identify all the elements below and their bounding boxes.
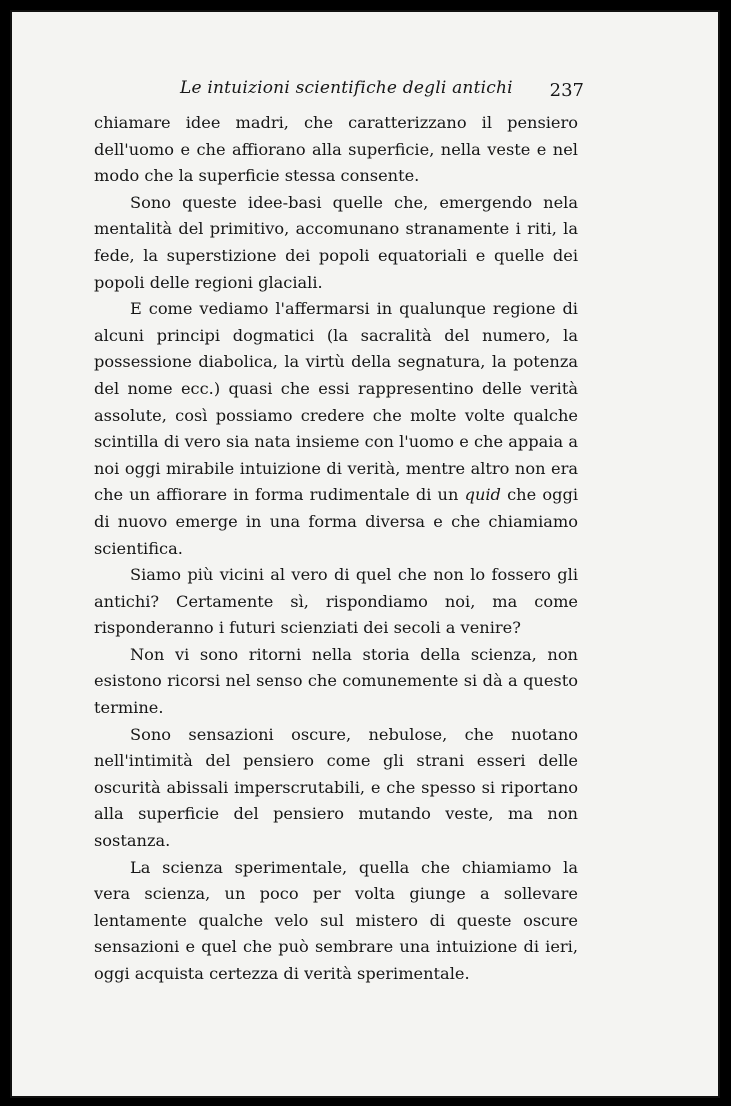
paragraph: Non vi sono ritorni nella storia della scienza, non esistono ricorsi nel senso che comunemente si dà a questo termine. [94, 644, 578, 718]
paragraph-continued: chiamare idee madri, che caratterizzano il pensiero dell'uomo e che affiorano alla superficie, nella veste e nel modo che la superficie stessa consente. [94, 113, 578, 186]
running-head-title: Le intuizioni scientifiche degli antichi [180, 78, 513, 98]
paragraph-text: che oggi di nuovo emerge in una forma diversa e che chiamiamo scientifica. [94, 485, 579, 558]
paragraph: La scienza sperimentale, quella che chiamiamo la vera scienza, un poco per volta giunge a sollevare lentamente qualche velo sul mistero di queste oscure sensazioni e quel che può sembrare una intuizione di ieri, oggi acquista certezza di verità sperimentale. [94, 857, 578, 983]
running-head [94, 74, 584, 110]
paragraph-text: E come vediamo l'affermarsi in qualunque regione di alcuni principi dogmatici (la sacralità del numero, la possessione diabolica, la virtù della segnatura, la potenza del nome ecc.) quasi che essi rappresentino delle verità assolute, così possiamo credere che molte volte qualche scintilla di vero sia nata insieme con l'uomo e che appaia a noi oggi mirabile intuizione di verità, mentre altro non era che un affiorare in forma rudimentale di un [94, 299, 578, 505]
paragraph: Sono queste idee-basi quelle che, emergendo nela mentalità del primitivo, accomunano stranamente i riti, la fede, la superstizione dei popoli equatoriali e quelle dei popoli delle regioni glaciali. [94, 192, 578, 292]
body-text [94, 110, 578, 988]
italic-term: quid [464, 485, 501, 505]
page-number: 237 [549, 80, 584, 101]
page-content [94, 74, 584, 988]
book-page [10, 10, 720, 1098]
paragraph: Siamo più vicini al vero di quel che non lo fossero gli antichi? Certamente sì, rispondiamo noi, ma come risponderanno i futuri scienziati dei secoli a venire? [94, 565, 578, 638]
paragraph [94, 296, 578, 562]
paragraph: Sono sensazioni oscure, nebulose, che nuotano nell'intimità del pensiero come gli strani esseri delle oscurità abissali imperscrutabili, e che spesso si riportano alla superficie del pensiero mutando veste, ma non sostanza. [94, 724, 578, 851]
